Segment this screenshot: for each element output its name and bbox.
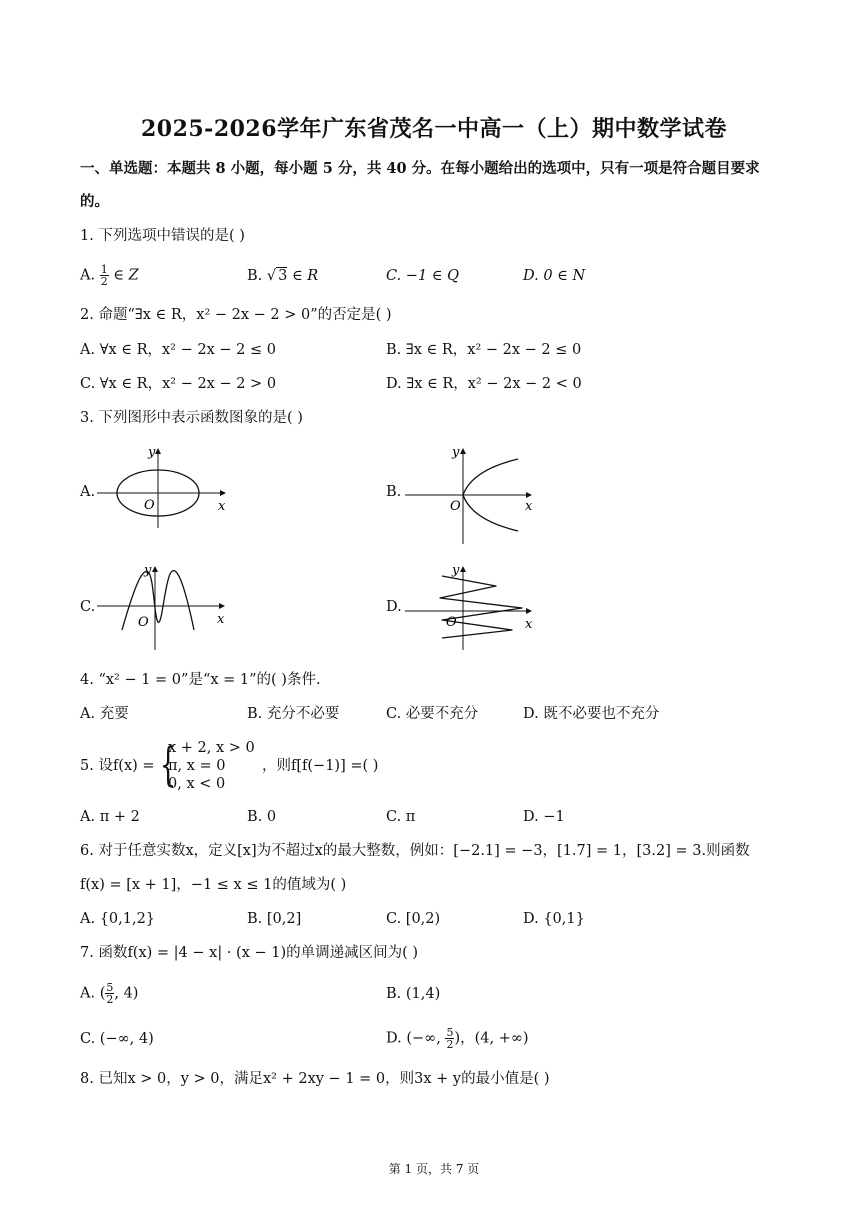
q3-b-y-arrow [460, 448, 466, 454]
q3-d-x-label: x [525, 617, 533, 632]
q3-a-y-label: y [148, 445, 156, 460]
q7-d-numerator: 5 [446, 1026, 454, 1039]
q3-stem: 3. 下列图形中表示函数图象的是( ) [80, 410, 303, 426]
q1-option-d: D. 0 ∈ N [523, 268, 586, 284]
q7-d-denominator: 2 [446, 1038, 454, 1051]
q4-option-c: C. 必要不充分 [386, 706, 479, 722]
q5-case-1: x + 2, x > 0 [168, 740, 255, 756]
q3-b-x-label: x [525, 499, 533, 514]
q8-stem: 8. 已知x > 0，y > 0，满足x² + 2xy − 1 = 0，则3x + y的最小值是( ) [80, 1071, 550, 1087]
q3-option-c-label: C. [80, 599, 96, 615]
q6-line-1: 6. 对于任意实数x，定义[x]为不超过x的最大整数，例如：[−2.1] = −3，[1.7] = 1，[3.2] = 3.则函数 [80, 843, 750, 859]
q3-graph-c [92, 558, 242, 653]
q5-suffix: ，则f[f(−1)] =( ) [262, 758, 379, 774]
q3-graph-b [400, 440, 550, 545]
q1-b-label: B. [247, 268, 267, 284]
q3-b-y-label: y [452, 445, 460, 460]
q6-option-a: A. {0,1,2} [80, 911, 156, 927]
q5-option-c: C. π [386, 809, 416, 825]
q3-c-curve [122, 571, 194, 630]
q3-d-y-label: y [452, 563, 460, 578]
q3-c-origin: O [138, 615, 149, 630]
page-footer: 第 1 页，共 7 页 [388, 1162, 480, 1176]
q7-option-d [386, 1027, 529, 1050]
q3-d-origin: O [446, 615, 457, 630]
q5-case-2: π, x = 0 [168, 758, 226, 774]
q3-c-x-arrow [219, 603, 225, 609]
q4-option-b: B. 充分不必要 [247, 706, 340, 722]
q3-c-x-label: x [217, 612, 225, 627]
q1-a-rest: ∈ Z [108, 267, 139, 284]
q1-option-b [247, 266, 318, 286]
q7-a-numerator: 5 [106, 981, 114, 994]
q7-a-label: A. ( [80, 985, 106, 1002]
q2-option-a: A. ∀x ∈ R，x² − 2x − 2 ≤ 0 [80, 342, 276, 358]
q3-option-a-label: A. [80, 484, 96, 500]
q4-option-a: A. 充要 [80, 706, 129, 722]
q4-stem: 4. “x² − 1 = 0”是“x = 1”的( )条件. [80, 672, 321, 688]
q7-d-rest: )，(4, +∞) [454, 1030, 529, 1047]
q2-stem: 2. 命题“∃x ∈ R，x² − 2x − 2 > 0”的否定是( ) [80, 307, 392, 323]
q1-b-radical: √ [266, 268, 277, 284]
q7-a-denominator: 2 [106, 993, 114, 1006]
q1-a-fraction [100, 264, 109, 287]
q1-a-label: A. [80, 267, 100, 284]
q5-brace: { [160, 737, 177, 791]
q2-option-b: B. ∃x ∈ R，x² − 2x − 2 ≤ 0 [386, 342, 582, 358]
section-heading-line1: 一、单选题：本题共 8 小题，每小题 5 分，共 40 分。在每小题给出的选项中，只有一项是符合题目要求 [80, 160, 760, 177]
q2-option-c: C. ∀x ∈ R，x² − 2x − 2 > 0 [80, 376, 277, 392]
q6-line-2: f(x) = [x + 1]，−1 ≤ x ≤ 1的值域为( ) [80, 877, 347, 893]
q3-c-y-arrow [152, 566, 158, 572]
q7-a-rest: , 4) [114, 985, 139, 1002]
q5-prefix: 5. 设f(x) = [80, 758, 155, 774]
q3-a-x-label: x [218, 499, 226, 514]
q3-a-y-arrow [155, 448, 161, 454]
q3-graph-a [92, 440, 242, 530]
q7-d-label: D. (−∞, [386, 1030, 446, 1047]
q3-d-x-arrow [526, 608, 532, 614]
q3-option-b-label: B. [386, 484, 402, 500]
q7-a-fraction [105, 982, 114, 1005]
q3-graph-d [400, 558, 550, 653]
q7-option-a [80, 982, 138, 1005]
q1-option-a [80, 264, 139, 287]
q3-option-d-label: D. [386, 599, 402, 615]
page-title: 2025-2026学年广东省茂名一中高一（上）期中数学试卷 [140, 116, 728, 142]
q1-b-radicand: 3 [278, 268, 288, 284]
q6-option-b: B. [0,2] [247, 911, 302, 927]
q1-b-rest: ∈ R [287, 268, 319, 284]
q1-a-numerator: 1 [100, 263, 108, 276]
q3-b-x-arrow [526, 492, 532, 498]
q4-option-d: D. 既不必要也不充分 [523, 706, 660, 722]
q6-option-d: D. {0,1} [523, 911, 585, 927]
q7-option-b: B. (1,4) [386, 986, 441, 1002]
q1-a-denominator: 2 [100, 275, 108, 288]
q3-b-origin: O [450, 499, 461, 514]
q3-a-x-arrow [220, 490, 226, 496]
q5-case-3: 0, x < 0 [168, 776, 226, 792]
q7-option-c: C. (−∞, 4) [80, 1031, 154, 1047]
q3-d-y-arrow [460, 566, 466, 572]
q5-option-d: D. −1 [523, 809, 565, 825]
q6-option-c: C. [0,2) [386, 911, 441, 927]
q5-option-b: B. 0 [247, 809, 277, 825]
section-heading-line2: 的。 [80, 193, 109, 210]
q1-option-c: C. −1 ∈ Q [386, 268, 460, 284]
q3-c-y-label: y [144, 563, 152, 578]
q7-stem: 7. 函数f(x) = |4 − x| · (x − 1)的单调递减区间为( ) [80, 945, 419, 961]
q3-a-origin: O [144, 498, 155, 513]
q2-option-d: D. ∃x ∈ R，x² − 2x − 2 < 0 [386, 376, 582, 392]
q5-option-a: A. π + 2 [80, 809, 140, 825]
q1-stem: 1. 下列选项中错误的是( ) [80, 228, 245, 244]
